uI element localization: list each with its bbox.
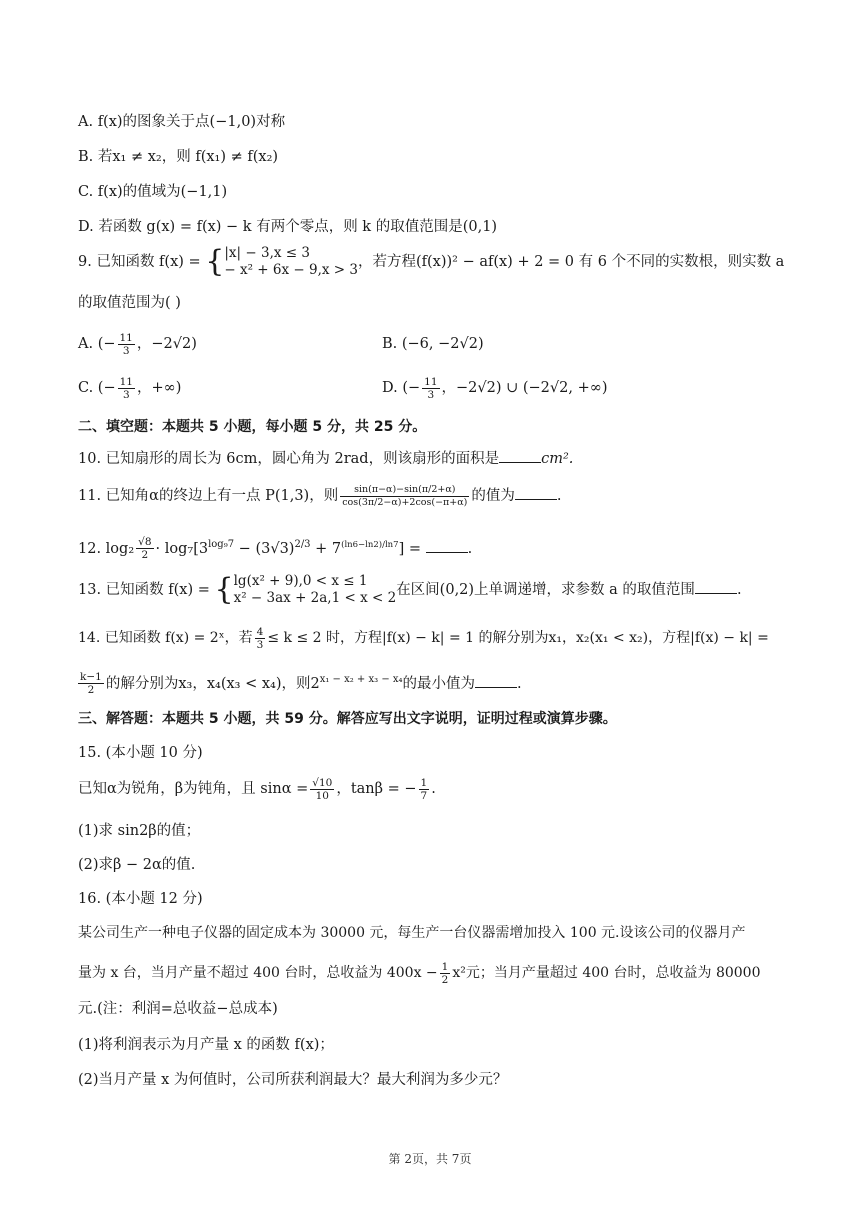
- answer-blank: [475, 675, 517, 688]
- q16-line3: 元.(注：利润=总收益−总成本): [78, 1001, 278, 1017]
- q13-case2: x² − 3ax + 2a,1 < x < 2: [233, 590, 397, 606]
- q11-end: .: [556, 488, 562, 504]
- frac-num: k−1: [80, 671, 102, 684]
- q9-stem: [78, 242, 790, 282]
- frac-den: cos(3π/2−α)+2cos(−π+α): [342, 496, 468, 508]
- frac-num: √8: [138, 536, 152, 549]
- frac-num: 1: [441, 960, 449, 973]
- q12-mid2: − (3√3): [234, 540, 295, 557]
- q11: [78, 478, 790, 514]
- frac-den: 2: [87, 684, 95, 697]
- q16-l2-pre: 量为 x 台，当月产量不超过 400 台时，总收益为 400x −: [78, 965, 438, 981]
- frac-num: √10: [312, 776, 333, 789]
- section-3-heading: 三、解答题：本题共 5 小题，共 59 分。解答应写出文字说明，证明过程或演算步骤。: [78, 711, 617, 727]
- q9-case2: − x² + 6x − 9,x > 3: [224, 262, 358, 278]
- q16-part2: (2)当月产量 x 为何值时，公司所获利润最大？最大利润为多少元？: [78, 1072, 508, 1088]
- q8-option-d: D. 若函数 g(x) = f(x) − k 有两个零点，则 k 的取值范围是(0,1): [78, 219, 498, 235]
- q8-option-a: A. f(x)的图象关于点(−1,0)对称: [78, 114, 286, 130]
- frac-den: 3: [122, 388, 130, 401]
- q16-frac: [440, 961, 451, 986]
- q12-mid: · log₇[3: [155, 540, 209, 557]
- q15-part2: (2)求β − 2α的值.: [78, 857, 196, 873]
- q14-line2: [78, 664, 790, 696]
- frac-num: 11: [424, 375, 438, 388]
- frac-num: 4: [256, 625, 264, 638]
- q15-stem-mid: ，tanβ = −: [336, 781, 417, 797]
- q15-frac2: [419, 777, 430, 802]
- q12-mid3: + 7: [310, 540, 342, 557]
- q16-line2: [78, 956, 790, 990]
- frac-den: 3: [256, 638, 264, 651]
- frac-den: 2: [441, 973, 449, 986]
- q12-prefix: 12. log₂: [78, 540, 135, 557]
- frac-den: 7: [420, 789, 428, 802]
- q9-case1: |x| − 3,x ≤ 3: [224, 245, 310, 261]
- q16-line1: 某公司生产一种电子仪器的固定成本为 30000 元，每生产一台仪器需增加投入 100 元.设该公司的仪器月产: [78, 925, 746, 941]
- q15-stem-end: .: [431, 781, 436, 797]
- q14-sup: x₁ − x₂ + x₃ − x₄: [319, 674, 403, 685]
- answer-blank: [426, 540, 468, 553]
- q9-a-post: ，−2√2): [136, 336, 197, 352]
- q11-prefix: 11. 已知角α的终边上有一点 P(1,3)，则: [78, 488, 339, 504]
- q8-option-b: B. 若x₁ ≠ x₂，则 f(x₁) ≠ f(x₂): [78, 149, 279, 165]
- q9-d-post: ，−2√2) ∪ (−2√2, +∞): [441, 380, 608, 396]
- frac-den: 3: [427, 388, 435, 401]
- q10-text: 10. 已知扇形的周长为 6cm，圆心角为 2rad，则该扇形的面积是: [78, 451, 500, 467]
- q12: [78, 528, 790, 562]
- q9-d-frac: [422, 376, 439, 401]
- frac-num: sin(π−α)−sin(π/2+α): [340, 484, 469, 497]
- frac-den: 3: [122, 344, 130, 357]
- q12-sup1: log₉7: [208, 539, 235, 550]
- section-2-heading: 二、填空题：本题共 5 小题，每小题 5 分，共 25 分。: [78, 419, 427, 435]
- q9-option-b: B. (−6, −2√2): [382, 336, 484, 352]
- frac-num: 11: [119, 375, 133, 388]
- q15-stem: [78, 772, 790, 806]
- q9-line2: 的取值范围为( ): [78, 295, 181, 311]
- q9-cases: [224, 245, 358, 279]
- q15-title: 15. (本小题 10 分): [78, 745, 203, 761]
- q13-case1: lg(x² + 9),0 < x ≤ 1: [233, 573, 368, 589]
- q13-prefix: 13. 已知函数 f(x) =: [78, 582, 215, 598]
- q10: [78, 448, 790, 470]
- q12-suffix: ] =: [398, 540, 421, 557]
- q12-frac: [136, 536, 153, 561]
- frac-num: 1: [420, 776, 428, 789]
- q9-c-frac: [118, 376, 135, 401]
- q13-suffix: 在区间(0,2)上单调递增，求参数 a 的取值范围: [396, 582, 695, 598]
- frac-num: 11: [119, 331, 133, 344]
- q9-option-c: [78, 375, 182, 401]
- q9-a-frac: [118, 332, 135, 357]
- q9-a-pre: A. (−: [78, 336, 116, 352]
- q9-c-post: ，+∞): [136, 380, 182, 396]
- q16-title: 16. (本小题 12 分): [78, 891, 203, 907]
- q16-part1: (1)将利润表示为月产量 x 的函数 f(x)；: [78, 1037, 334, 1053]
- brace-icon: {: [205, 244, 225, 279]
- q9-prefix: 9. 已知函数 f(x) =: [78, 254, 206, 270]
- q12-sup3: (ln6−ln2)/ln7: [341, 540, 399, 550]
- q14-frac2: [78, 671, 104, 696]
- q14-line2-post: 的最小值为: [402, 675, 476, 692]
- q9-options-row2: [78, 374, 790, 402]
- q9-c-pre: C. (−: [78, 380, 116, 396]
- q15-part1: (1)求 sin2β的值；: [78, 823, 201, 839]
- q13-end: .: [736, 582, 742, 598]
- page-footer: 第 2页，共 7页: [388, 1152, 472, 1166]
- frac-den: 2: [141, 549, 149, 562]
- q13: [78, 570, 790, 610]
- answer-blank: [515, 487, 557, 500]
- frac-den: 10: [315, 789, 329, 802]
- q14-end: .: [517, 675, 522, 692]
- q9-option-a: [78, 331, 197, 357]
- q14-pre: 14. 已知函数 f(x) = 2ˣ，若: [78, 630, 253, 646]
- q14-post: ≤ k ≤ 2 时，方程|f(x) − k| = 1 的解分别为x₁，x₂(x₁ < x₂)，方程|f(x) − k| =: [267, 630, 769, 646]
- q9-option-d: [382, 374, 607, 402]
- q15-frac: [310, 777, 334, 802]
- q14-frac: [255, 626, 266, 651]
- q14-line1: [78, 622, 790, 654]
- q10-unit: cm².: [541, 451, 574, 467]
- answer-blank: [695, 581, 737, 594]
- q16-l2-post: x²元；当月产量超过 400 台时，总收益为 80000: [452, 965, 761, 981]
- q14-mid: 的解分别为x₃，x₄(x₃ < x₄)，则2: [105, 675, 320, 692]
- answer-blank: [499, 450, 541, 463]
- q12-sup2: 2/3: [294, 539, 311, 550]
- q13-cases: [234, 573, 397, 607]
- brace-icon: {: [214, 572, 234, 607]
- q15-stem-pre: 已知α为锐角，β为钝角，且 sinα =: [78, 781, 309, 797]
- q9-d-pre: D. (−: [382, 380, 421, 396]
- q12-end: .: [467, 540, 473, 557]
- q11-suffix: 的值为: [471, 488, 515, 504]
- q8-option-c: C. f(x)的值域为(−1,1): [78, 184, 228, 200]
- q11-frac: [340, 484, 469, 509]
- q9-options-row1: [78, 330, 790, 358]
- q9-suffix: ，若方程(f(x))² − af(x) + 2 = 0 有 6 个不同的实数根，则实数 a: [357, 254, 785, 270]
